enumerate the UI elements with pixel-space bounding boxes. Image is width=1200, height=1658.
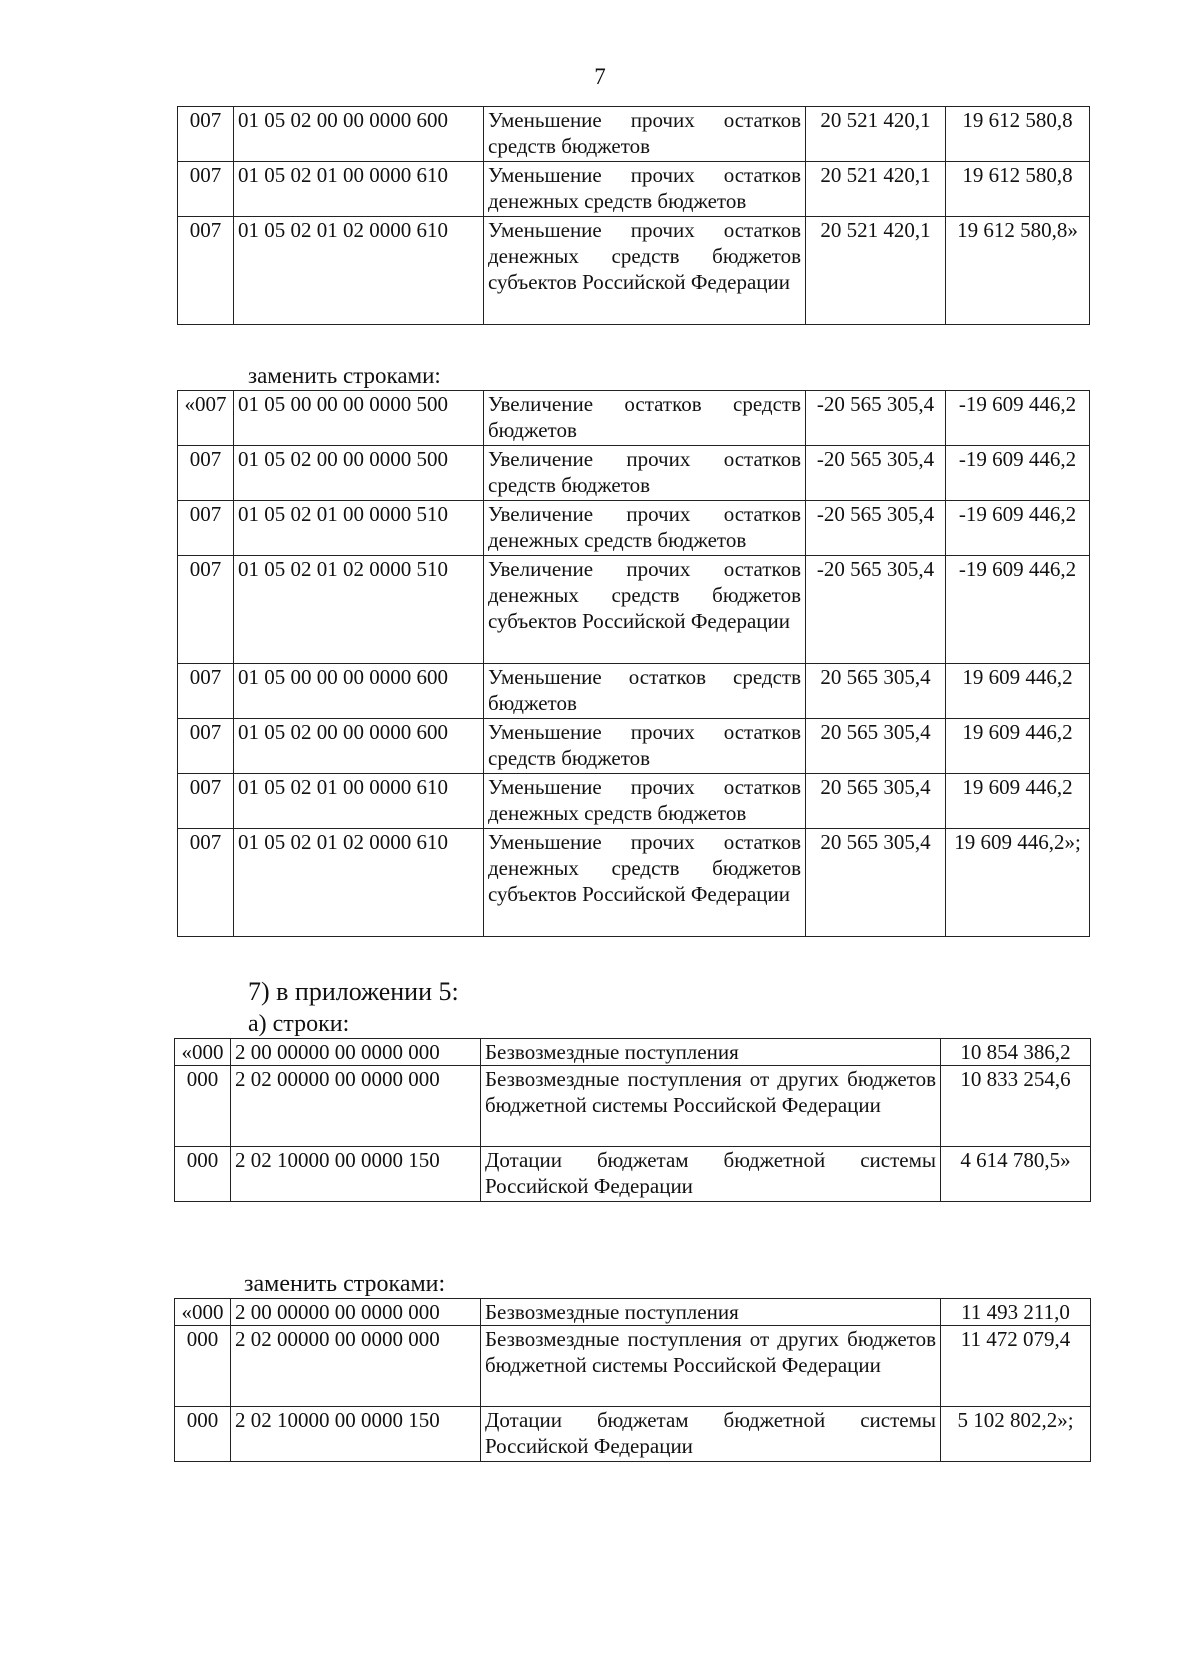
value-cell: 10 854 386,2: [941, 1039, 1091, 1066]
table-row: [178, 829, 1090, 937]
value-cell: 11 472 079,4: [941, 1326, 1091, 1407]
value-2020-cell: -19 609 446,2: [946, 391, 1090, 446]
table-row: [175, 1407, 1091, 1462]
table-row: [175, 1039, 1091, 1066]
table-row: [178, 391, 1090, 446]
admin-code-cell: 007: [178, 829, 234, 937]
table-row: [175, 1066, 1091, 1147]
value-2020-cell: 19 612 580,8: [946, 107, 1090, 162]
table-row: [178, 556, 1090, 664]
value-2020-cell: -19 609 446,2: [946, 501, 1090, 556]
value-2020-cell: -19 609 446,2: [946, 446, 1090, 501]
value-2019-cell: 20 521 420,1: [806, 162, 946, 217]
kbk-cell: 2 02 00000 00 0000 000: [231, 1066, 481, 1147]
admin-code-cell: 000: [175, 1407, 231, 1462]
admin-code-cell: 007: [178, 719, 234, 774]
section-7-subtitle: а) строки:: [248, 1011, 350, 1037]
name-cell: Безвозмездные поступления: [481, 1039, 941, 1066]
admin-code-cell: 007: [178, 501, 234, 556]
admin-code-cell: 007: [178, 446, 234, 501]
value-2019-cell: -20 565 305,4: [806, 391, 946, 446]
name-cell: Безвозмездные поступления от других бюджетов бюджетной системы Российской Федерации: [481, 1066, 941, 1147]
replace-with-label: заменить строками:: [244, 1271, 446, 1297]
value-2020-cell: 19 612 580,8: [946, 162, 1090, 217]
value-cell: 10 833 254,6: [941, 1066, 1091, 1147]
name-cell: Уменьшение прочих остатков денежных средств бюджетов субъектов Российской Федерации: [484, 829, 806, 937]
kbk-cell: 01 05 02 01 02 0000 610: [234, 829, 484, 937]
table-row: [175, 1299, 1091, 1326]
value-2020-cell: 19 609 446,2: [946, 719, 1090, 774]
value-cell: 11 493 211,0: [941, 1299, 1091, 1326]
replace-with-label: заменить строками:: [248, 363, 441, 388]
admin-code-cell: 000: [175, 1326, 231, 1407]
kbk-cell: 2 02 00000 00 0000 000: [231, 1326, 481, 1407]
kbk-cell: 01 05 02 00 00 0000 600: [234, 719, 484, 774]
value-2019-cell: 20 565 305,4: [806, 664, 946, 719]
name-cell: Дотации бюджетам бюджетной системы Российской Федерации: [481, 1407, 941, 1462]
kbk-cell: 2 00 00000 00 0000 000: [231, 1299, 481, 1326]
value-2020-cell: -19 609 446,2: [946, 556, 1090, 664]
kbk-cell: 01 05 02 00 00 0000 500: [234, 446, 484, 501]
gratuitous-receipts-table-old: [174, 1038, 1091, 1202]
table-row: [178, 446, 1090, 501]
value-2019-cell: 20 521 420,1: [806, 107, 946, 162]
name-cell: Уменьшение прочих остатков денежных средств бюджетов субъектов Российской Федерации: [484, 217, 806, 325]
value-2020-cell: 19 612 580,8»: [946, 217, 1090, 325]
admin-code-cell: 007: [178, 162, 234, 217]
kbk-cell: 01 05 02 01 00 0000 510: [234, 501, 484, 556]
name-cell: Безвозмездные поступления: [481, 1299, 941, 1326]
budget-sources-table-old: [177, 106, 1090, 325]
budget-sources-table-new: [177, 390, 1090, 937]
value-2019-cell: 20 565 305,4: [806, 829, 946, 937]
gratuitous-receipts-table-new: [174, 1298, 1091, 1462]
admin-code-cell: 007: [178, 217, 234, 325]
section-7-title: 7) в приложении 5:: [248, 977, 459, 1006]
name-cell: Уменьшение остатков средств бюджетов: [484, 664, 806, 719]
kbk-cell: 01 05 02 01 02 0000 610: [234, 217, 484, 325]
value-2019-cell: -20 565 305,4: [806, 501, 946, 556]
table-row: [178, 107, 1090, 162]
admin-code-cell: «007: [178, 391, 234, 446]
admin-code-cell: 007: [178, 107, 234, 162]
admin-code-cell: «000: [175, 1299, 231, 1326]
kbk-cell: 01 05 02 01 00 0000 610: [234, 774, 484, 829]
value-2019-cell: -20 565 305,4: [806, 446, 946, 501]
table-row: [175, 1147, 1091, 1202]
table-row: [178, 719, 1090, 774]
name-cell: Уменьшение прочих остатков денежных средств бюджетов: [484, 162, 806, 217]
name-cell: Безвозмездные поступления от других бюджетов бюджетной системы Российской Федерации: [481, 1326, 941, 1407]
kbk-cell: 2 00 00000 00 0000 000: [231, 1039, 481, 1066]
value-2019-cell: 20 565 305,4: [806, 774, 946, 829]
name-cell: Дотации бюджетам бюджетной системы Российской Федерации: [481, 1147, 941, 1202]
name-cell: Уменьшение прочих остатков средств бюджетов: [484, 719, 806, 774]
table-row: [178, 162, 1090, 217]
table-row: [178, 664, 1090, 719]
value-2020-cell: 19 609 446,2»;: [946, 829, 1090, 937]
table-row: [178, 501, 1090, 556]
value-2020-cell: 19 609 446,2: [946, 664, 1090, 719]
value-2019-cell: 20 565 305,4: [806, 719, 946, 774]
kbk-cell: 2 02 10000 00 0000 150: [231, 1407, 481, 1462]
kbk-cell: 01 05 02 01 00 0000 610: [234, 162, 484, 217]
admin-code-cell: 007: [178, 774, 234, 829]
kbk-cell: 2 02 10000 00 0000 150: [231, 1147, 481, 1202]
name-cell: Увеличение прочих остатков денежных средств бюджетов субъектов Российской Федерации: [484, 556, 806, 664]
value-2020-cell: 19 609 446,2: [946, 774, 1090, 829]
admin-code-cell: 007: [178, 556, 234, 664]
admin-code-cell: 007: [178, 664, 234, 719]
kbk-cell: 01 05 02 00 00 0000 600: [234, 107, 484, 162]
value-2019-cell: -20 565 305,4: [806, 556, 946, 664]
value-cell: 4 614 780,5»: [941, 1147, 1091, 1202]
name-cell: Уменьшение прочих остатков средств бюджетов: [484, 107, 806, 162]
table-row: [178, 774, 1090, 829]
value-2019-cell: 20 521 420,1: [806, 217, 946, 325]
name-cell: Увеличение прочих остатков денежных средств бюджетов: [484, 501, 806, 556]
name-cell: Увеличение остатков средств бюджетов: [484, 391, 806, 446]
page-number: 7: [594, 64, 606, 89]
table-row: [175, 1326, 1091, 1407]
name-cell: Увеличение прочих остатков средств бюджетов: [484, 446, 806, 501]
kbk-cell: 01 05 00 00 00 0000 600: [234, 664, 484, 719]
admin-code-cell: 000: [175, 1147, 231, 1202]
admin-code-cell: 000: [175, 1066, 231, 1147]
table-row: [178, 217, 1090, 325]
kbk-cell: 01 05 02 01 02 0000 510: [234, 556, 484, 664]
kbk-cell: 01 05 00 00 00 0000 500: [234, 391, 484, 446]
value-cell: 5 102 802,2»;: [941, 1407, 1091, 1462]
name-cell: Уменьшение прочих остатков денежных средств бюджетов: [484, 774, 806, 829]
admin-code-cell: «000: [175, 1039, 231, 1066]
